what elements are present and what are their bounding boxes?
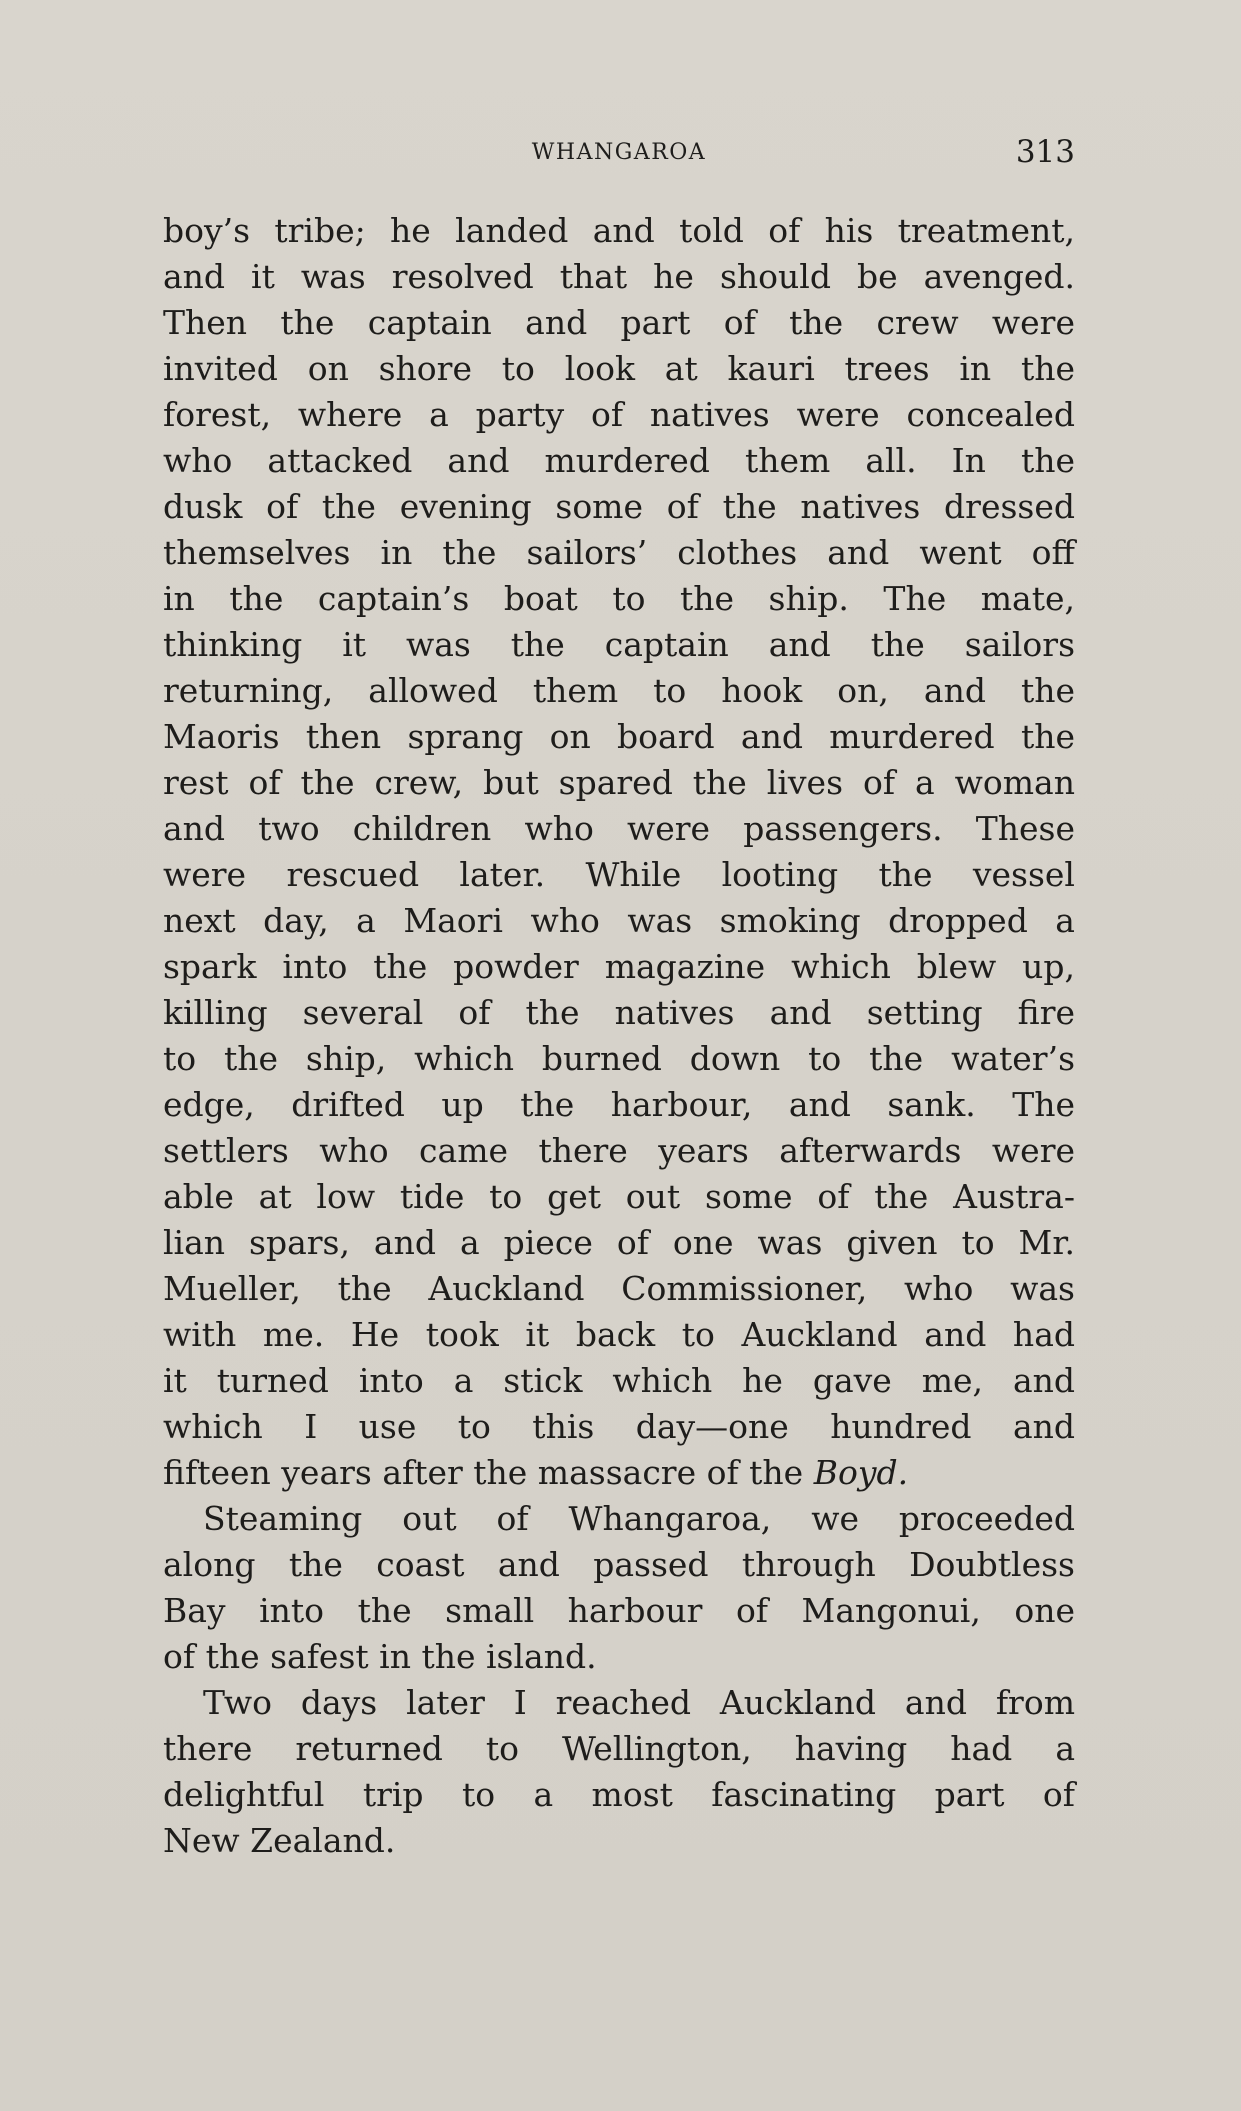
text-line: which I use to this day—one hundred and: [163, 1407, 1075, 1446]
ship-name-italic: Boyd.: [813, 1453, 909, 1492]
text-line: of the safest in the island.: [163, 1637, 597, 1676]
text-line: delightful trip to a most fascinating part of: [163, 1775, 1075, 1814]
text-line: were rescued later. While looting the vessel: [163, 855, 1075, 894]
running-title: WHANGAROA: [531, 140, 707, 165]
text-line: New Zealand.: [163, 1821, 396, 1860]
text-line: themselves in the sailors’ clothes and went off: [163, 533, 1075, 572]
text-line: [163, 1450, 1075, 1496]
page-number: 313: [1015, 134, 1075, 170]
text-line: edge, drifted up the harbour, and sank. The: [163, 1085, 1075, 1124]
text-line: along the coast and passed through Doubtless: [163, 1545, 1075, 1584]
text-line: killing several of the natives and setting fire: [163, 993, 1075, 1032]
text-line: Then the captain and part of the crew were: [163, 303, 1075, 342]
text-line: settlers who came there years afterwards were: [163, 1131, 1075, 1170]
text-line: Mueller, the Auckland Commissioner, who was: [163, 1269, 1075, 1308]
paragraph-3: [163, 1680, 1075, 1864]
text-line: able at low tide to get out some of the Austra-: [163, 1177, 1075, 1216]
paragraph-1: [163, 208, 1075, 1496]
text-line: rest of the crew, but spared the lives of a woman: [163, 763, 1075, 802]
text-line: with me. He took it back to Auckland and had: [163, 1315, 1075, 1354]
text-line: invited on shore to look at kauri trees in the: [163, 349, 1075, 388]
text-line: it turned into a stick which he gave me, and: [163, 1361, 1075, 1400]
text-line: thinking it was the captain and the sailors: [163, 625, 1075, 664]
text-line: and it was resolved that he should be avenged.: [163, 257, 1075, 296]
text-line: Steaming out of Whangaroa, we proceeded: [203, 1499, 1075, 1538]
paragraph-2: [163, 1496, 1075, 1680]
text-line: returning, allowed them to hook on, and the: [163, 671, 1075, 710]
text-line: boy’s tribe; he landed and told of his treatment,: [163, 211, 1075, 250]
text-line: spark into the powder magazine which blew up,: [163, 947, 1075, 986]
text-line: who attacked and murdered them all. In the: [163, 441, 1075, 480]
text-line: there returned to Wellington, having had a: [163, 1729, 1075, 1768]
text-line: forest, where a party of natives were concealed: [163, 395, 1075, 434]
running-head: [163, 134, 1075, 174]
text-line: Two days later I reached Auckland and from: [203, 1683, 1075, 1722]
text-line: in the captain’s boat to the ship. The mate,: [163, 579, 1075, 618]
text-line: and two children who were passengers. These: [163, 809, 1075, 848]
text-line: to the ship, which burned down to the water’s: [163, 1039, 1075, 1078]
text-line: dusk of the evening some of the natives dressed: [163, 487, 1075, 526]
text-line: Bay into the small harbour of Mangonui, one: [163, 1591, 1075, 1630]
text-line: lian spars, and a piece of one was given to Mr.: [163, 1223, 1075, 1262]
text-line: Maoris then sprang on board and murdered the: [163, 717, 1075, 756]
body-text: [163, 208, 1075, 1864]
text-run: fifteen years after the massacre of the: [163, 1453, 814, 1492]
text-line: next day, a Maori who was smoking dropped a: [163, 901, 1075, 940]
